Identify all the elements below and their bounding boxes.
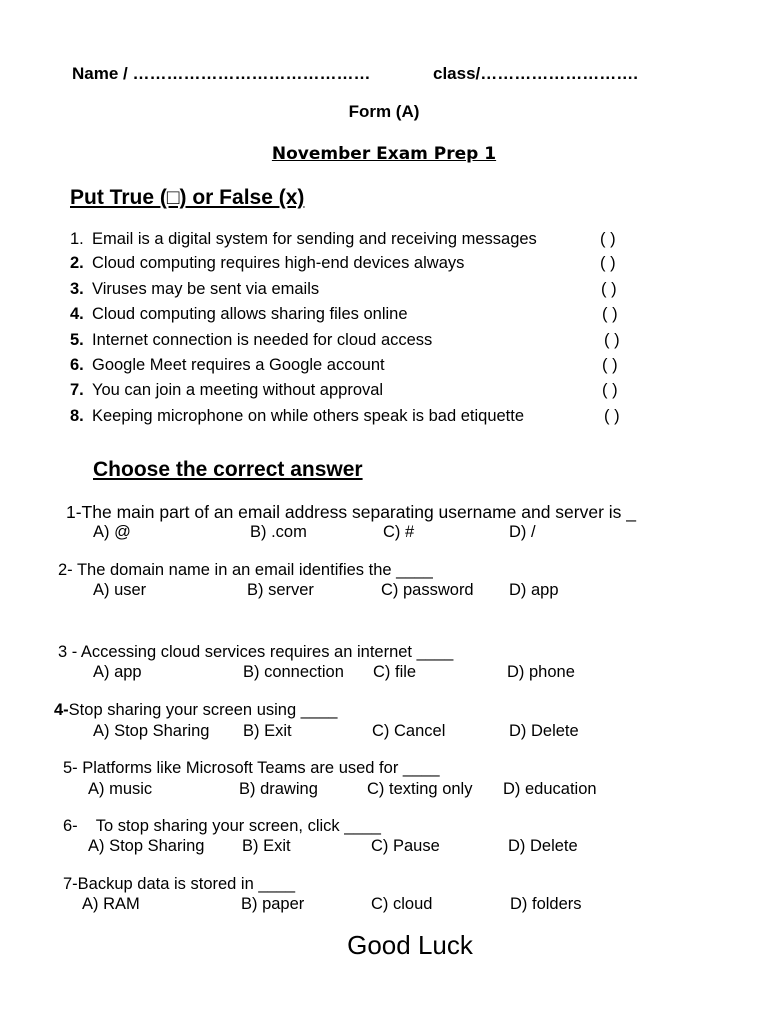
- tf-item: [70, 356, 670, 380]
- mcq-option[interactable]: C) cloud: [371, 895, 433, 913]
- mcq-option[interactable]: B) Exit: [242, 837, 291, 855]
- exam-title-text: November Exam Prep 1: [271, 144, 497, 164]
- tf-answer-blank[interactable]: ( ): [604, 407, 620, 425]
- tf-answer-blank[interactable]: ( ): [601, 280, 617, 298]
- tf-answer-blank[interactable]: ( ): [602, 305, 618, 323]
- mcq-option[interactable]: A) RAM: [82, 895, 140, 913]
- mcq-option[interactable]: B) .com: [250, 523, 307, 541]
- mcq-option[interactable]: D) Delete: [509, 722, 579, 740]
- mcq-question: 3 - Accessing cloud services requires an internet ____: [58, 643, 454, 661]
- tf-item: [70, 407, 670, 431]
- mcq-question: 2- The domain name in an email identifies the ____: [58, 561, 433, 579]
- mcq-option[interactable]: A) app: [93, 663, 142, 681]
- tf-item-statement: Cloud computing allows sharing files online: [92, 305, 408, 323]
- mcq-option[interactable]: C) Pause: [371, 837, 440, 855]
- mcq-option[interactable]: D) phone: [507, 663, 575, 681]
- mcq-option[interactable]: B) connection: [243, 663, 344, 681]
- name-field-label: Name / ……………………………………: [72, 64, 371, 83]
- tf-item-number: 6.: [70, 356, 84, 374]
- tf-item-statement: Email is a digital system for sending and receiving messages: [92, 230, 537, 248]
- tf-item: [70, 305, 670, 329]
- tf-answer-blank[interactable]: ( ): [604, 331, 620, 349]
- tf-answer-blank[interactable]: ( ): [602, 381, 618, 399]
- tf-item-number: 8.: [70, 407, 84, 425]
- mcq-option[interactable]: A) music: [88, 780, 153, 798]
- mcq-option[interactable]: B) server: [247, 581, 314, 599]
- mcq-option[interactable]: D) Delete: [508, 837, 578, 855]
- mcq-option[interactable]: C) Cancel: [372, 722, 446, 740]
- class-field-label: class/……………………….: [433, 64, 638, 83]
- mcq-option[interactable]: A) Stop Sharing: [88, 837, 205, 855]
- mcq-option[interactable]: C) #: [383, 523, 415, 541]
- tf-item-number: 7.: [70, 381, 84, 399]
- tf-item: [70, 331, 670, 355]
- mcq-question: 7-Backup data is stored in ____: [63, 875, 296, 893]
- tf-answer-blank[interactable]: ( ): [600, 254, 616, 272]
- good-luck-footer: Good Luck: [347, 930, 473, 960]
- mcq-option[interactable]: C) texting only: [367, 780, 473, 798]
- mcq-option[interactable]: C) password: [381, 581, 474, 599]
- exam-title: [0, 143, 768, 164]
- tf-answer-blank[interactable]: ( ): [602, 356, 618, 374]
- tf-item-number: 4.: [70, 305, 84, 323]
- tf-item-statement: Google Meet requires a Google account: [92, 356, 385, 374]
- tf-item-number: 3.: [70, 280, 84, 298]
- mcq-question: 5- Platforms like Microsoft Teams are used for ____: [63, 759, 440, 777]
- mcq-option[interactable]: C) file: [373, 663, 417, 681]
- tf-item: [70, 280, 670, 304]
- tf-item-number: 5.: [70, 331, 84, 349]
- mcq-question: 1-The main part of an email address separating username and server is _: [66, 502, 637, 522]
- mcq-question: 6- To stop sharing your screen, click ____: [63, 817, 381, 835]
- tf-item-number: 2.: [70, 254, 84, 272]
- mcq-option[interactable]: B) paper: [241, 895, 305, 913]
- mcq-option[interactable]: A) Stop Sharing: [93, 722, 210, 740]
- mcq-option[interactable]: A) user: [93, 581, 147, 599]
- mcq-option[interactable]: D) /: [509, 523, 536, 541]
- tf-item-statement: Viruses may be sent via emails: [92, 280, 320, 298]
- tf-item-statement: Cloud computing requires high-end devices always: [92, 254, 465, 272]
- mcq-option[interactable]: D) app: [509, 581, 559, 599]
- mcq-option[interactable]: D) folders: [510, 895, 582, 913]
- mcq-option[interactable]: D) education: [503, 780, 597, 798]
- tf-item: [70, 230, 670, 254]
- tf-item: [70, 381, 670, 405]
- mcq-question-number: 4-: [54, 701, 69, 719]
- tf-item-statement: Internet connection is needed for cloud access: [92, 331, 433, 349]
- mcq-section-title: Choose the correct answer: [93, 458, 363, 481]
- mcq-option[interactable]: A) @: [93, 523, 131, 541]
- form-label: Form (A): [348, 102, 420, 121]
- mcq-option[interactable]: B) drawing: [239, 780, 318, 798]
- tf-item-statement: Keeping microphone on while others speak is bad etiquette: [92, 407, 525, 425]
- mcq-option[interactable]: B) Exit: [243, 722, 292, 740]
- mcq-question-text: Stop sharing your screen using ____: [68, 701, 338, 719]
- tf-item-number: 1.: [70, 230, 84, 248]
- tf-answer-blank[interactable]: ( ): [600, 230, 616, 248]
- mcq-question: [54, 701, 337, 720]
- true-false-section-title: Put True (□) or False (x): [70, 186, 305, 209]
- tf-item: [70, 254, 670, 278]
- tf-item-statement: You can join a meeting without approval: [92, 381, 384, 399]
